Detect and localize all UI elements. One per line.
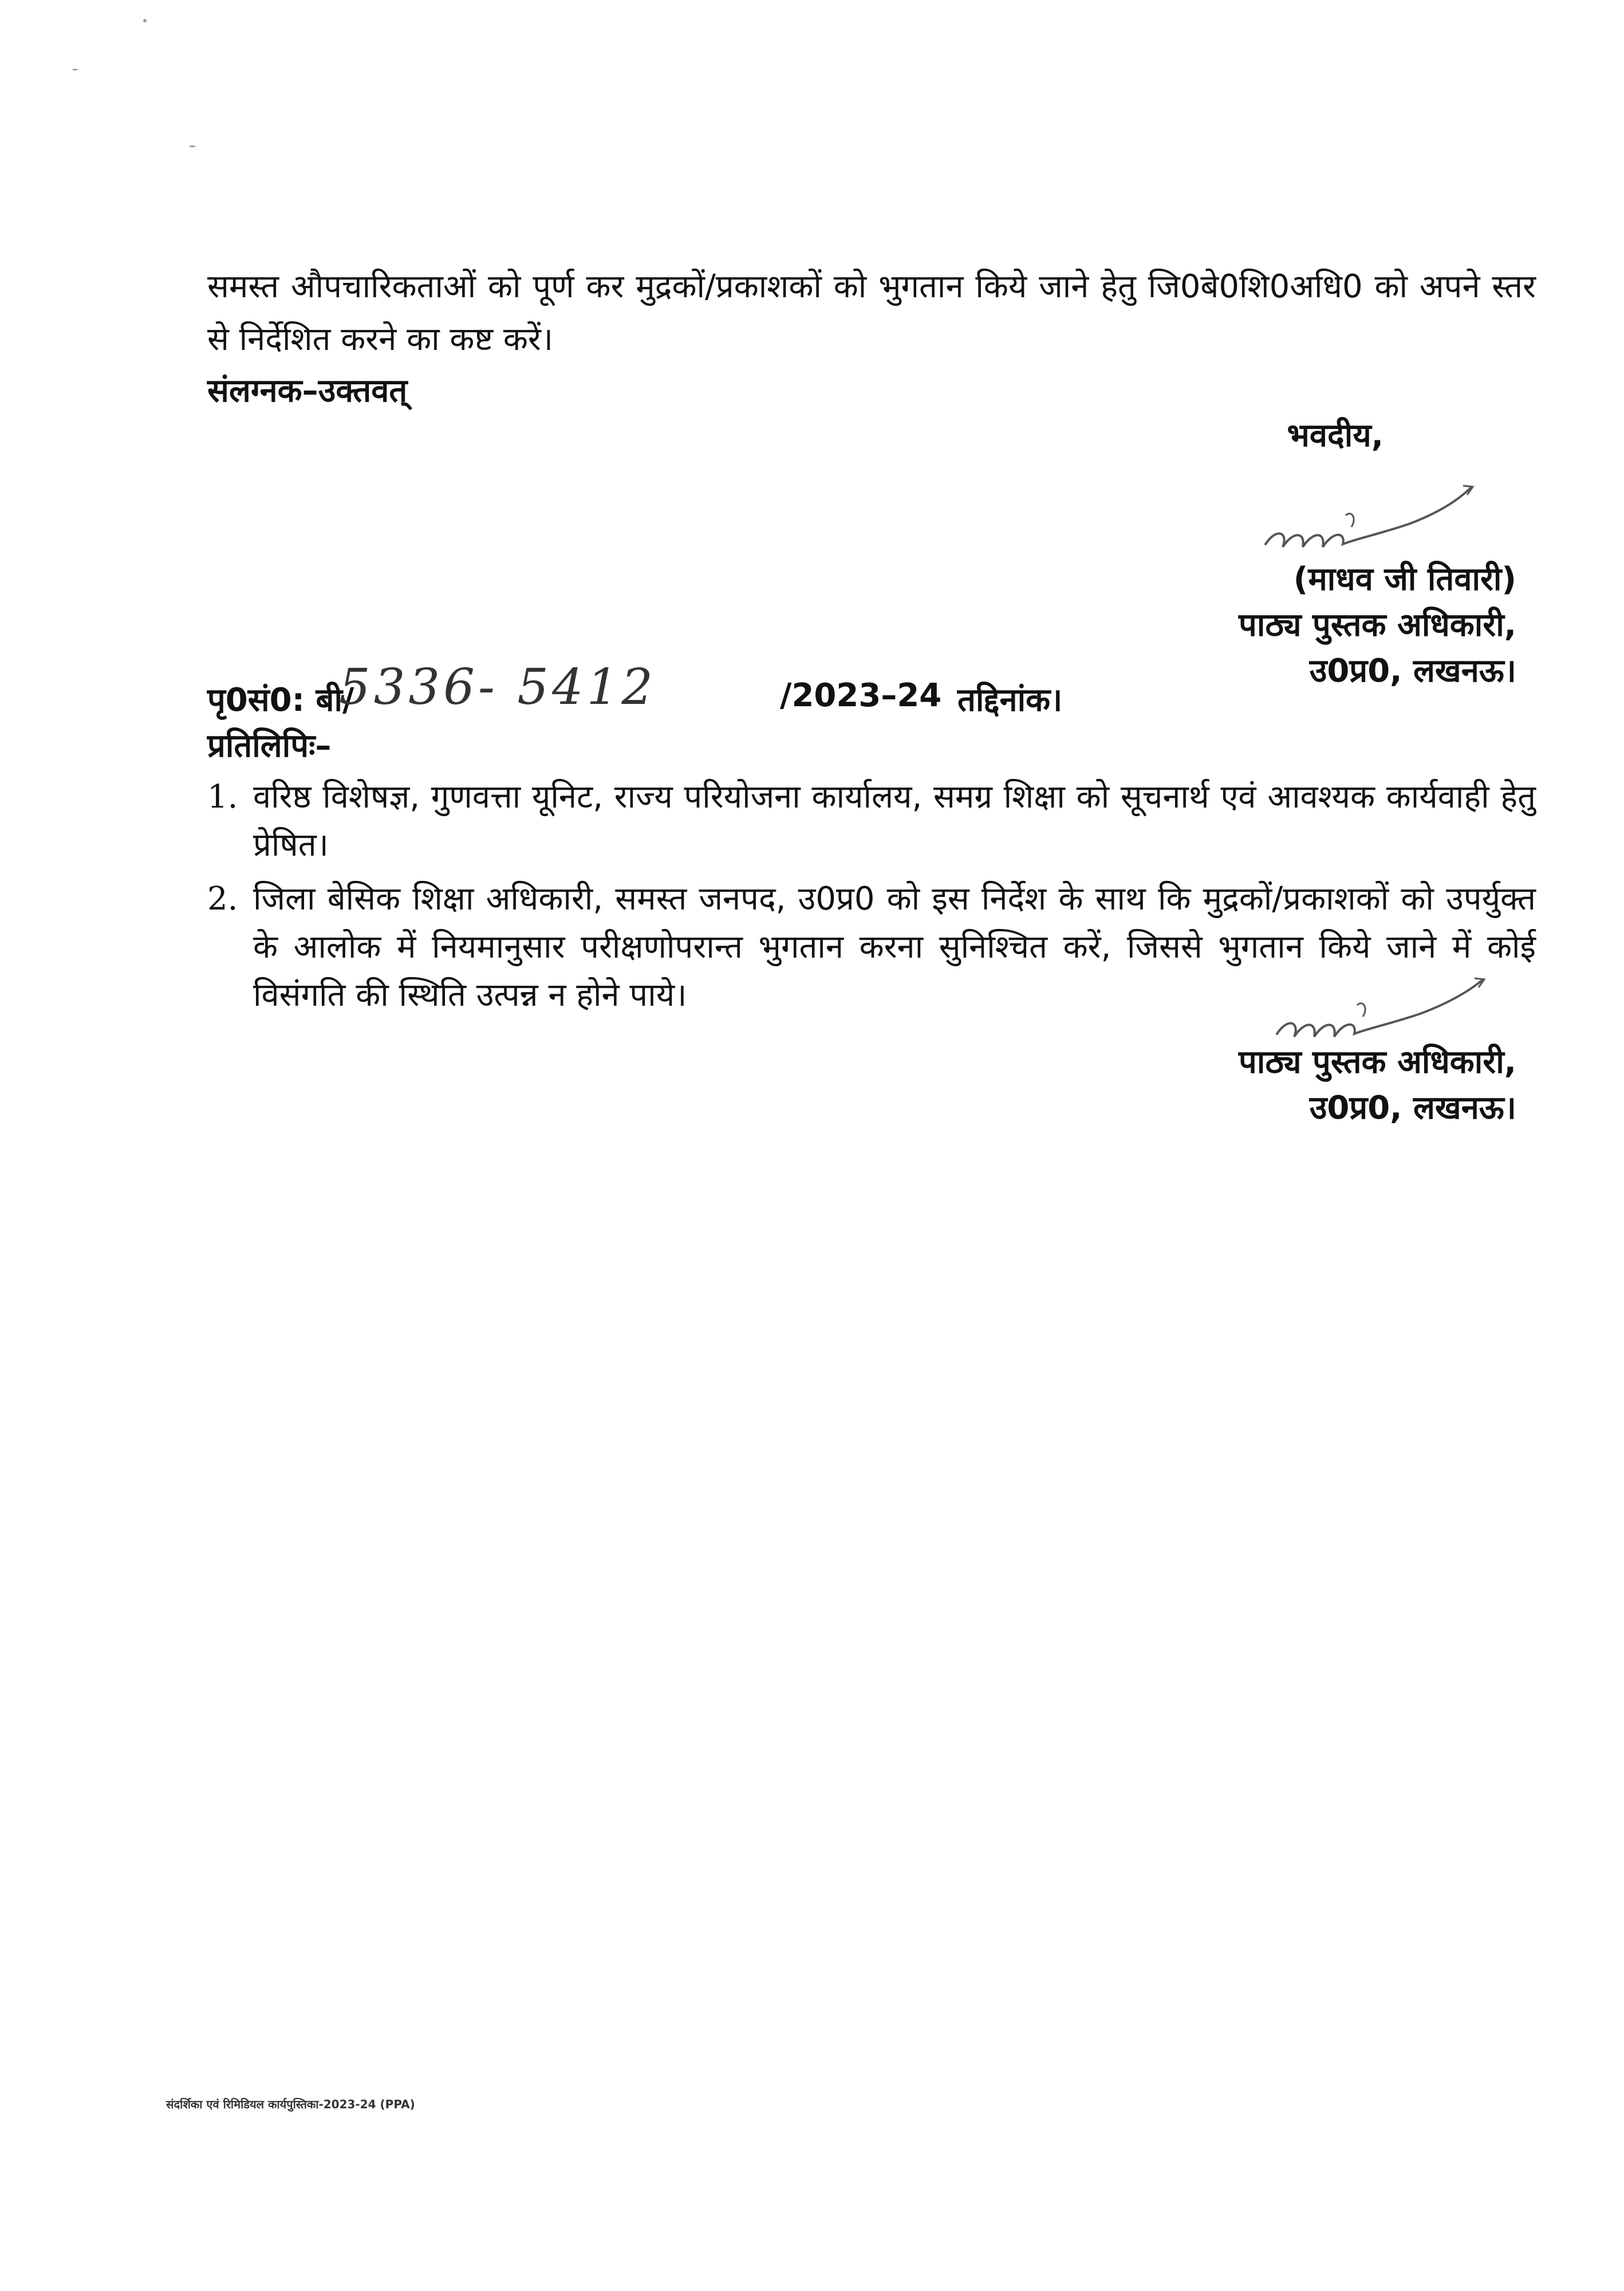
list-item (207, 773, 1536, 869)
copy-to-heading: प्रतिलिपिः– (207, 727, 332, 765)
enclosure-note: संलग्नक–उक्तवत् (207, 372, 408, 410)
page-footer: संदर्शिका एवं रिमिडियल कार्यपुस्तिका-2023-24 (PPA) (166, 2097, 415, 2111)
list-item-number: 1. (207, 778, 238, 816)
reference-prefix: पृ0सं0: बी/ (207, 682, 354, 719)
handwritten-signature (1260, 475, 1477, 561)
body-paragraph: समस्त औपचारिकताओं को पूर्ण कर मुद्रकों/प्रकाशकों को भुगतान किये जाने हेतु जि0बे0शि0अधि0 को अपने स्तर से निर्देशित करने का कष्ट करें। (207, 268, 1536, 358)
reference-date: तद्दिनांक। (957, 682, 1063, 719)
reference-year: /2023–24 (780, 677, 942, 714)
scan-mark (189, 145, 196, 147)
reference-handwritten-number: 5336- 5412 (339, 659, 657, 716)
closing-salutation: भवदीय, (1287, 417, 1383, 454)
signatory-designation: पाठ्य पुस्तक अधिकारी, (1239, 1044, 1516, 1081)
list-item-text: वरिष्ठ विशेषज्ञ, गुणवत्ता यूनिट, राज्य परियोजना कार्यालय, समग्र शिक्षा को सूचनार्थ एवं आवश्यक कार्यवाही हेतु प्रेषित। (253, 778, 1536, 864)
handwritten-signature (1271, 974, 1489, 1048)
list-item-text: जिला बेसिक शिक्षा अधिकारी, समस्त जनपद, उ0प्र0 को इस निर्देश के साथ कि मुद्रकों/प्रकाशकों को उपर्युक्त के आलोक में नियमानुसार परीक्षणोपरान्त भुगतान करना सुनिश्चित करें, जिससे भुगतान किये जाने में कोई विसंगति की स्थिति उत्पन्न न होने पाये। (253, 880, 1536, 1014)
signatory-designation: पाठ्य पुस्तक अधिकारी, (1239, 607, 1516, 644)
list-item-number: 2. (207, 880, 238, 918)
signatory-name: (माधव जी तिवारी) (1293, 561, 1516, 598)
signatory-location: उ0प्र0, लखनऊ। (1309, 652, 1516, 690)
signatory-location: उ0प्र0, लखनऊ। (1309, 1089, 1516, 1127)
scan-mark (72, 69, 78, 70)
signatory-block (1239, 557, 1516, 694)
scan-mark (143, 19, 147, 22)
second-signatory-block (1239, 1040, 1516, 1131)
